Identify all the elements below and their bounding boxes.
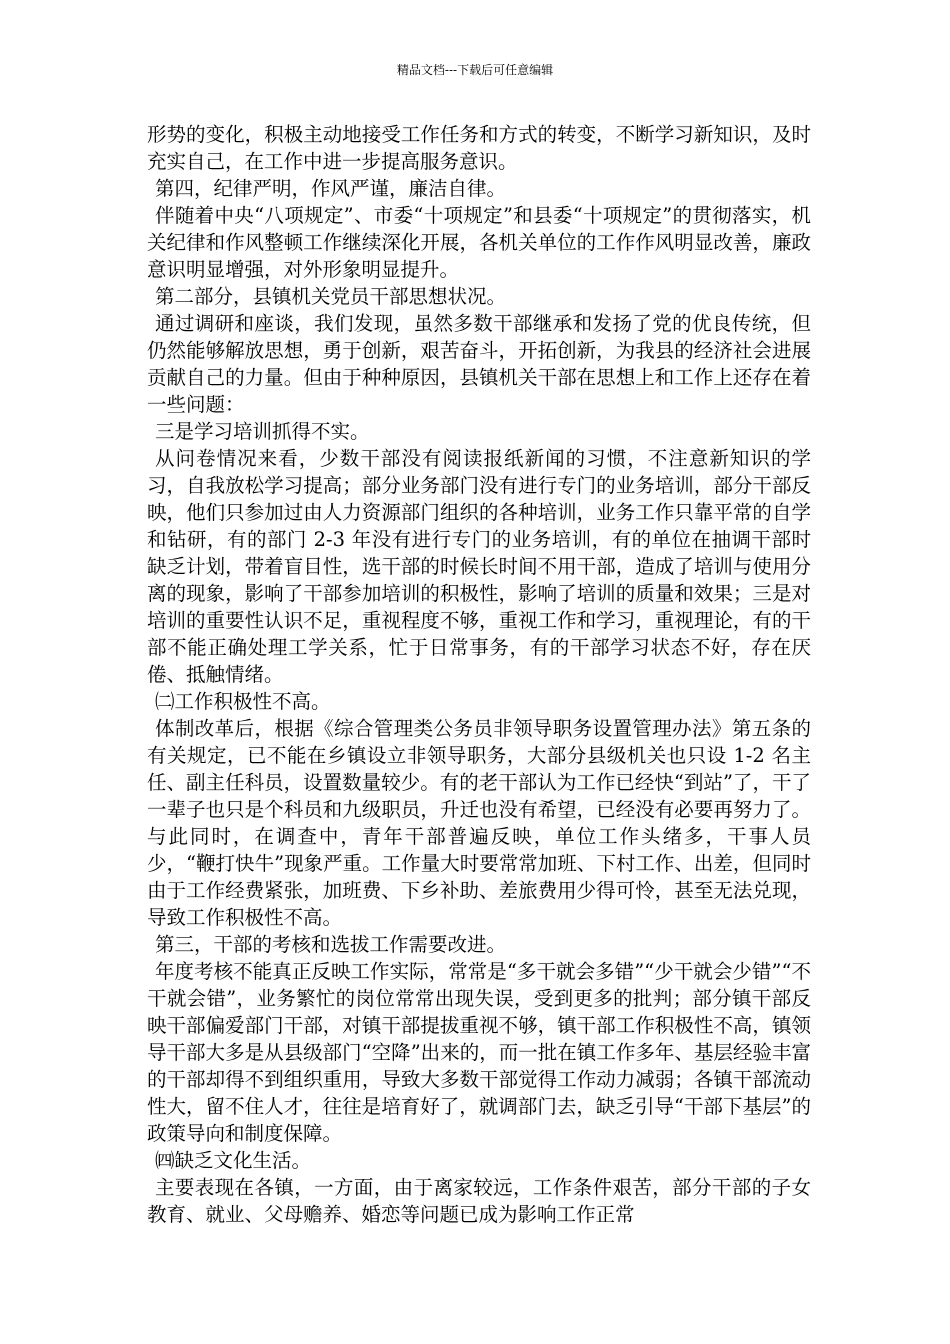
paragraph-heading-training: 三是学习培训抓得不实。 (155, 420, 370, 443)
paragraph-heading-part-two: 第二部分，县镇机关党员干部思想状况。 (155, 285, 507, 308)
page-header: 精品文档---下载后可任意编辑 (396, 63, 554, 77)
paragraph-heading-discipline: 第四，纪律严明，作风严谨，廉洁自律。 (155, 177, 507, 200)
paragraph: 年度考核不能真正反映工作实际，常常是“多干就会多错”“少干就会少错”“不干就会错”，业务繁忙的岗位常常出现失误，受到更多的批判；部分镇干部反映干部偏爱部门干部，对镇干部提拔重视不够，镇干部工作积极性不高，镇领导干部大多是从县级部门“空降”出来的，而一批在镇工作多年、基层经验丰富的干部却得不到组织重用，导致大多数干部觉得工作动力减弱；各镇干部流动性大，留不住人才，往往是培育好了，就调部门去，缺乏引导“干部下基层”的政策导向和制度保障。 (147, 960, 811, 1145)
paragraph: 体制改革后，根据《综合管理类公务员非领导职务设置管理办法》第五条的有关规定，已不能在乡镇设立非领导职务，大部分县级机关也只设 1-2 名主任、副主任科员，设置数量较少。有的老干部认为工作已经快“到站”了，干了一辈子也只是个科员和九级职员，升迁也没有希望，已经没有必要再努力了。与此同时，在调查中，青年干部普遍反映，单位工作头绪多，干事人员少，“鞭打快牛”现象严重。工作量大时要常常加班、下村工作、出差，但同时由于工作经费紧张，加班费、下乡补助、差旅费用少得可怜，甚至无法兑现，导致工作积极性不高。 (147, 717, 811, 929)
paragraph-continuation: 形势的变化，积极主动地接受工作任务和方式的转变，不断学习新知识，及时充实自己，在工作中进一步提高服务意识。 (147, 123, 811, 173)
paragraph: 主要表现在各镇，一方面，由于离家较远，工作条件艰苦，部分干部的子女教育、就业、父母赡养、婚恋等问题已成为影响工作正常 (147, 1176, 811, 1226)
paragraph: 通过调研和座谈，我们发现，虽然多数干部继承和发扬了党的优良传统，但仍然能够解放思想，勇于创新，艰苦奋斗，开拓创新，为我县的经济社会进展贡献自己的力量。但由于种种原因，县镇机关干部在思想上和工作上还存在着一些问题： (147, 312, 811, 416)
document-body (147, 121, 811, 1228)
paragraph: 从问卷情况来看，少数干部没有阅读报纸新闻的习惯，不注意新知识的学习，自我放松学习提高；部分业务部门没有进行专门的业务培训，部分干部反映，他们只参加过由人力资源部门组织的各种培训，业务工作只靠平常的自学和钻研，有的部门 2-3 年没有进行专门的业务培训，有的单位在抽调干部时缺乏计划，带着盲目性，选干部的时候长时间不用干部，造成了培训与使用分离的现象，影响了干部参加培训的积极性，影响了培训的质量和效果；三是对培训的重要性认识不足，重视程度不够，重视工作和学习，重视理论，有的干部不能正确处理工学关系，忙于日常事务，有的干部学习状态不好，存在厌倦、抵触情绪。 (147, 447, 811, 686)
paragraph: 伴随着中央“八项规定”、市委“十项规定”和县委“十项规定”的贯彻落实，机关纪律和作风整顿工作继续深化开展，各机关单位的工作作风明显改善，廉政意识明显增强，对外形象明显提升。 (147, 204, 811, 281)
paragraph-heading-culture: ㈣缺乏文化生活。 (155, 1149, 312, 1172)
paragraph-heading-assessment: 第三，干部的考核和选拔工作需要改进。 (155, 933, 507, 956)
paragraph-heading-enthusiasm: ㈡工作积极性不高。 (155, 690, 331, 713)
